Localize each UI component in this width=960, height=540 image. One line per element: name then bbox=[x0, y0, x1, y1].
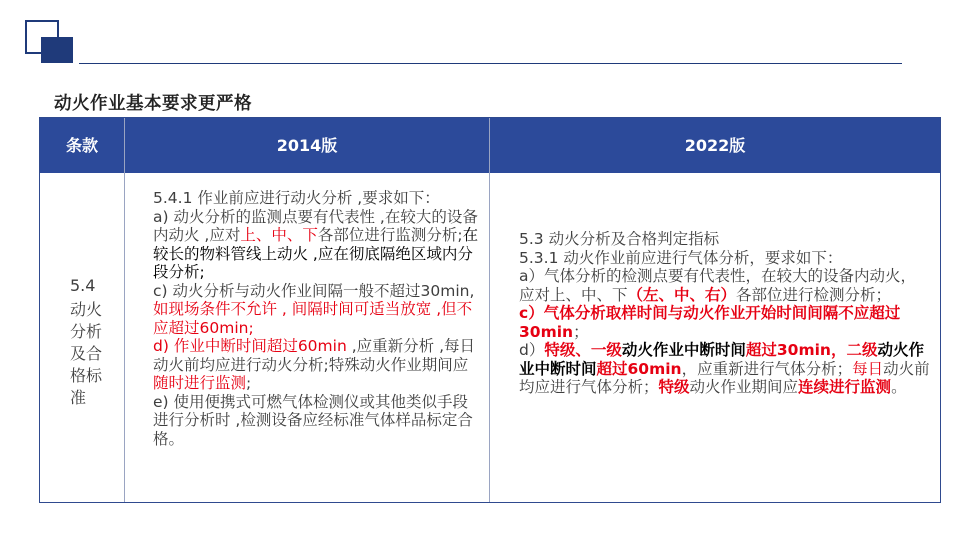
text-highlight: 超过30min，二级 bbox=[745, 341, 878, 359]
text-segment: 。 bbox=[891, 378, 907, 396]
text-2014-item-d bbox=[153, 337, 479, 393]
text-bold: 动火作业中断时间 bbox=[621, 341, 746, 359]
text-highlight: 特级、一级 bbox=[544, 341, 622, 359]
text-2014-item-a bbox=[153, 208, 479, 282]
text-segment: a) 动火分析的监测点要有代表性 ,在较大的设备内动火 ,应对 bbox=[153, 207, 478, 244]
text-segment: 动火前均应进行气体分析； bbox=[519, 359, 930, 396]
column-divider bbox=[489, 118, 490, 502]
header-2014: 2014版 bbox=[276, 136, 338, 155]
column-divider bbox=[124, 118, 125, 502]
text-2014-heading: 5.4.1 作业前应进行动火分析 ,要求如下： bbox=[153, 189, 440, 207]
text-segment: ; bbox=[246, 374, 252, 392]
text-2022-subheading: 5.3.1 动火作业前应进行气体分析，要求如下： bbox=[519, 248, 843, 267]
decorative-square-filled bbox=[41, 37, 73, 63]
text-2014-item-e: e) 使用便携式可燃气体检测仪或其他类似手段进行分析时 ,检测设备应经标准气体样品标定合格。 bbox=[153, 392, 473, 448]
text-segment: 在较长的物料管线上动火 ,应在彻底隔绝区域内分段分析; bbox=[153, 226, 479, 281]
text-highlight: d) 作业中断时间超过60min bbox=[153, 337, 347, 355]
cell-2022 bbox=[519, 230, 931, 397]
text-segment: 动火作业期间应 bbox=[689, 378, 799, 396]
text-2022-item-a bbox=[519, 267, 931, 304]
text-highlight: 超过60min bbox=[596, 359, 682, 378]
table-header-row bbox=[40, 118, 940, 173]
clause-cell bbox=[40, 275, 124, 409]
text-segment: 各部位进行检测分析； bbox=[736, 285, 892, 304]
text-2014-item-c bbox=[153, 282, 479, 338]
header-2022: 2022版 bbox=[684, 136, 746, 155]
text-highlight: 上、中、下 bbox=[240, 226, 318, 244]
text-highlight: 每日 bbox=[852, 359, 884, 378]
cell-2014 bbox=[153, 189, 479, 448]
text-highlight: c）气体分析取样时间与动火作业开始时间间隔不应超过30min bbox=[519, 304, 901, 341]
text-segment: a）气体分析的检测点要有代表性，在较大的设备内动火，应对上、中、下 bbox=[519, 267, 917, 304]
text-2022-heading: 5.3 动火分析及合格判定指标 bbox=[519, 230, 720, 248]
text-segment: c) 动火分析与动火作业间隔一般不超过30min, bbox=[153, 281, 475, 300]
text-segment: d） bbox=[519, 341, 545, 359]
clause-number: 5.4 bbox=[70, 276, 96, 295]
header-clause: 条款 bbox=[65, 136, 98, 155]
header-rule bbox=[79, 63, 902, 64]
page-title: 动火作业基本要求更严格 bbox=[54, 94, 252, 114]
text-segment: ； bbox=[573, 322, 589, 341]
text-2022-item-c bbox=[519, 304, 931, 341]
text-2022-item-d bbox=[519, 341, 931, 397]
clause-text: 动火分析及合格标准 bbox=[70, 300, 103, 407]
text-highlight: 随时进行监测 bbox=[153, 374, 247, 392]
text-segment: 各部位进行监测分析; bbox=[317, 226, 463, 244]
text-highlight: 如现场条件不允许 , 间隔时间可适当放宽 ,但不应超过60min; bbox=[153, 300, 473, 337]
text-highlight: 特级 bbox=[658, 378, 690, 396]
comparison-table bbox=[39, 117, 941, 503]
text-segment: ,应重新分析 ,每日动火前均应进行动火分析;特殊动火作业期间应 bbox=[153, 337, 475, 374]
text-highlight: 连续进行监测 bbox=[798, 378, 892, 396]
text-segment: ，应重新进行气体分析； bbox=[681, 359, 853, 378]
text-highlight: （左、中、右） bbox=[627, 285, 737, 304]
text-bold: 动火作业中断时间 bbox=[519, 341, 924, 378]
